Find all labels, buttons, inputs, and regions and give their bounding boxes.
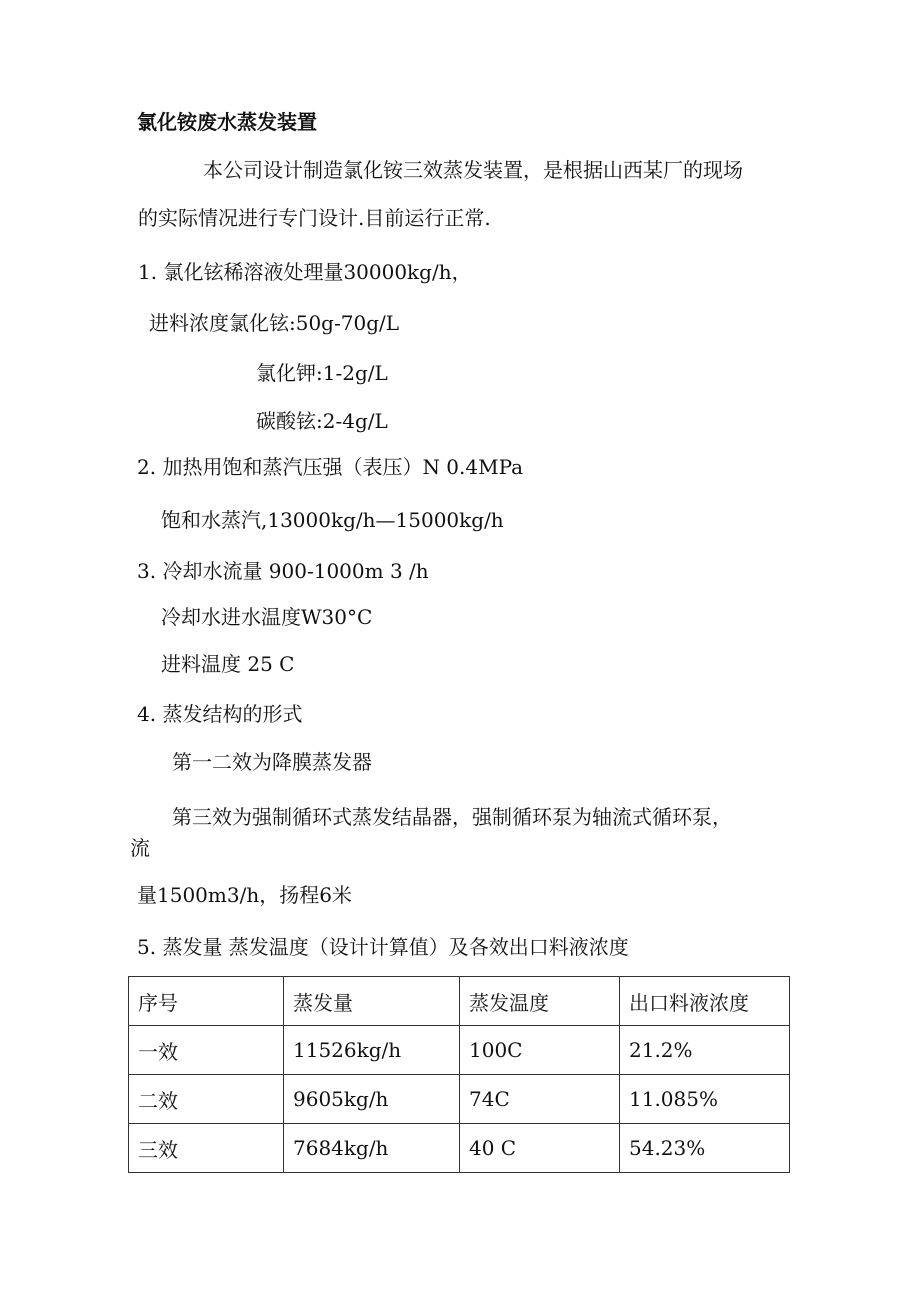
item-3-feed-temp: 进料温度 25 C [161, 652, 295, 676]
table-cell: 21.2% [620, 1026, 790, 1075]
item-5-heading: 5. 蒸发量 蒸发温度（设计计算值）及各效出口料液浓度 [137, 935, 629, 959]
table-cell: 54.23% [620, 1124, 790, 1173]
intro-line-2: 的实际情况进行专门设计.目前运行正常. [138, 206, 491, 230]
page-title: 氯化铵废水蒸发装置 [137, 110, 317, 134]
table-row [129, 1026, 790, 1075]
item-2-heading: 2. 加热用饱和蒸汽压强（表压）N 0.4MPa [137, 455, 524, 479]
intro-line-1: 本公司设计制造氯化铵三效蒸发装置，是根据山西某厂的现场 [203, 158, 743, 182]
item-4-line-2: 第三效为强制循环式蒸发结晶器，强制循环泵为轴流式循环泵， [172, 805, 732, 829]
item-3-inlet-temp: 冷却水进水温度W30°C [161, 605, 373, 629]
item-1-feed-concentration: 进料浓度氯化铉:50g-70g/L [149, 311, 400, 335]
table-cell: 11.085% [620, 1075, 790, 1124]
table-header-cell: 出口料液浓度 [620, 977, 790, 1026]
table-cell: 二效 [129, 1075, 284, 1124]
table-cell: 74C [460, 1075, 620, 1124]
table-cell: 7684kg/h [284, 1124, 460, 1173]
table-header-cell: 蒸发温度 [460, 977, 620, 1026]
item-1-heading: 1. 氯化铉稀溶液处理量30000kg/h， [138, 260, 472, 284]
table-row [129, 1075, 790, 1124]
table-header-cell: 序号 [129, 977, 284, 1026]
table-cell: 11526kg/h [284, 1026, 460, 1075]
item-4-line-1: 第一二效为降膜蒸发器 [172, 750, 372, 774]
item-3-heading: 3. 冷却水流量 900-1000m 3 /h [137, 559, 429, 583]
item-1-carbonate: 碳酸铉:2-4g/L [256, 409, 388, 433]
table-cell: 9605kg/h [284, 1075, 460, 1124]
table-cell: 40 C [460, 1124, 620, 1173]
table-header-cell: 蒸发量 [284, 977, 460, 1026]
table-row [129, 1124, 790, 1173]
table-cell: 三效 [129, 1124, 284, 1173]
item-4-heading: 4. 蒸发结构的形式 [137, 702, 303, 726]
evaporation-table [128, 976, 790, 1173]
table-header-row [129, 977, 790, 1026]
table-cell: 一效 [129, 1026, 284, 1075]
table-cell: 100C [460, 1026, 620, 1075]
item-2-steam: 饱和水蒸汽,13000kg/h—15000kg/h [161, 508, 504, 532]
item-4-line-3: 流 [130, 836, 150, 860]
item-1-kcl: 氯化钾:1-2g/L [256, 361, 388, 385]
item-4-line-4: 量1500m3/h，扬程6米 [137, 883, 352, 907]
